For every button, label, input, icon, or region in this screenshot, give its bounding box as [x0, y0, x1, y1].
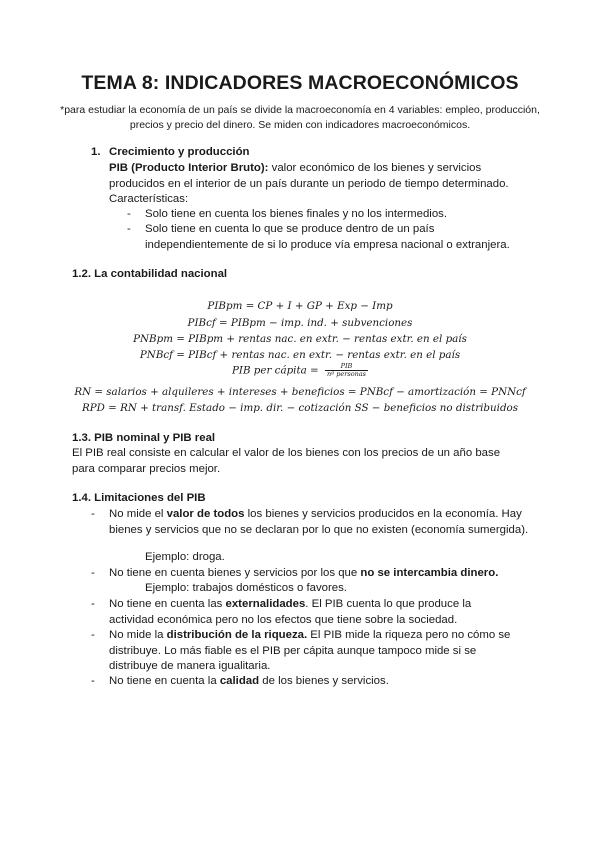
section-1-3-text: El PIB real consiste en calcular el valor de los bienes con los precios de un año base para comparar precios mejor.	[72, 447, 501, 475]
bullet-dash: -	[91, 508, 95, 520]
text-run: . El PIB cuenta lo que produce la actividad económica pero no los efectos que tiene sobre la sociedad.	[109, 598, 472, 626]
formula-rn: RN = salarios + alquileres + intereses + beneficios = PNBcf − amortización = PNNcf	[74, 386, 526, 398]
formula-pnbpm: PNBpm = PIBpm + rentas nac. en extr. − rentas extr. en el país	[133, 333, 467, 345]
text-run-bold: valor de todos	[166, 508, 245, 520]
text-run-bold: distribución de la riqueza.	[166, 629, 308, 641]
text-run: los bienes y servicios producidos en la economía. Hay bienes y servicios que no se declaran por lo que no existen (economía sumergida).	[109, 508, 529, 536]
pib-per-capita-label: PIB per cápita =	[231, 364, 322, 377]
fraction-numerator: PIB	[325, 363, 368, 371]
limitation-item	[109, 628, 519, 675]
pib-term: PIB (Producto Interior Bruto):	[109, 162, 269, 174]
limitation-item	[109, 674, 529, 690]
formula-pnbcf: PNBcf = PIBcf + rentas nac. en extr. − rentas extr. en el país	[139, 349, 461, 361]
bullet-dash: -	[127, 223, 131, 235]
list-item: Solo tiene en cuenta lo que se produce dentro de un país independientemente de si lo produce vía empresa nacional o extranjera.	[145, 223, 510, 251]
formula-pib-per-capita	[40, 363, 560, 378]
section-1-heading: Crecimiento y producción	[109, 146, 250, 158]
caracteristicas-label: Características:	[109, 193, 189, 205]
bullet-dash: -	[91, 567, 95, 579]
bullet-dash: -	[91, 675, 95, 687]
section-1-4-heading: 1.4. Limitaciones del PIB	[72, 492, 206, 504]
formula-rpd: RPD = RN + transf. Estado − imp. dir. − cotización SS − beneficios no distribuidos	[81, 402, 519, 414]
text-run: de los bienes y servicios.	[259, 675, 389, 687]
bullet-dash: -	[91, 629, 95, 641]
section-1-number: 1.	[91, 146, 101, 158]
text-run: No tiene en cuenta la	[109, 675, 220, 687]
limitation-item	[109, 507, 534, 538]
page-title: TEMA 8: INDICADORES MACROECONÓMICOS	[81, 72, 519, 94]
page-subtitle: *para estudiar la economía de un país se divide la macroeconomía en 4 variables: empleo, producción, precios y precio del dinero. Se miden con indicadores macroeconómicos.	[60, 104, 540, 131]
text-run-bold: externalidades	[225, 598, 306, 610]
section-1-2-heading: 1.2. La contabilidad nacional	[72, 268, 228, 280]
text-run: No mide el	[109, 508, 167, 520]
text-run: El PIB mide la riqueza pero no cómo se distribuye. Lo más fiable es el PIB per cápita aunque tampoco mide si se distribuye de manera igualitaria.	[109, 629, 511, 673]
formula-pibpm: PIBpm = CP + I + GP + Exp − Imp	[207, 300, 393, 312]
section-1-3-heading: 1.3. PIB nominal y PIB real	[72, 432, 216, 444]
list-item: Solo tiene en cuenta los bienes finales y no los intermedios.	[145, 208, 448, 220]
formula-pibcf: PIBcf = PIBpm − imp. ind. + subvenciones	[187, 317, 413, 329]
fraction-denominator: nº personas	[326, 370, 367, 378]
pib-definition	[109, 161, 529, 192]
example-text: Ejemplo: droga.	[145, 551, 225, 563]
example-text: Ejemplo: trabajos domésticos o favores.	[145, 582, 347, 594]
bullet-dash: -	[127, 208, 131, 220]
pib-per-capita-fraction	[325, 363, 368, 378]
text-run: No tiene en cuenta las	[109, 598, 226, 610]
text-run: No mide la	[109, 629, 167, 641]
text-run-bold: no se intercambia dinero.	[360, 567, 499, 579]
pib-def: valor económico de los bienes y servicios producidos en el interior de un país durante un periodo de tiempo determinado.	[109, 162, 509, 190]
limitation-item	[109, 566, 549, 582]
bullet-dash: -	[91, 598, 95, 610]
limitation-item	[109, 597, 509, 628]
text-run-bold: calidad	[219, 675, 260, 687]
text-run: No tiene en cuenta bienes y servicios por los que	[109, 567, 361, 579]
